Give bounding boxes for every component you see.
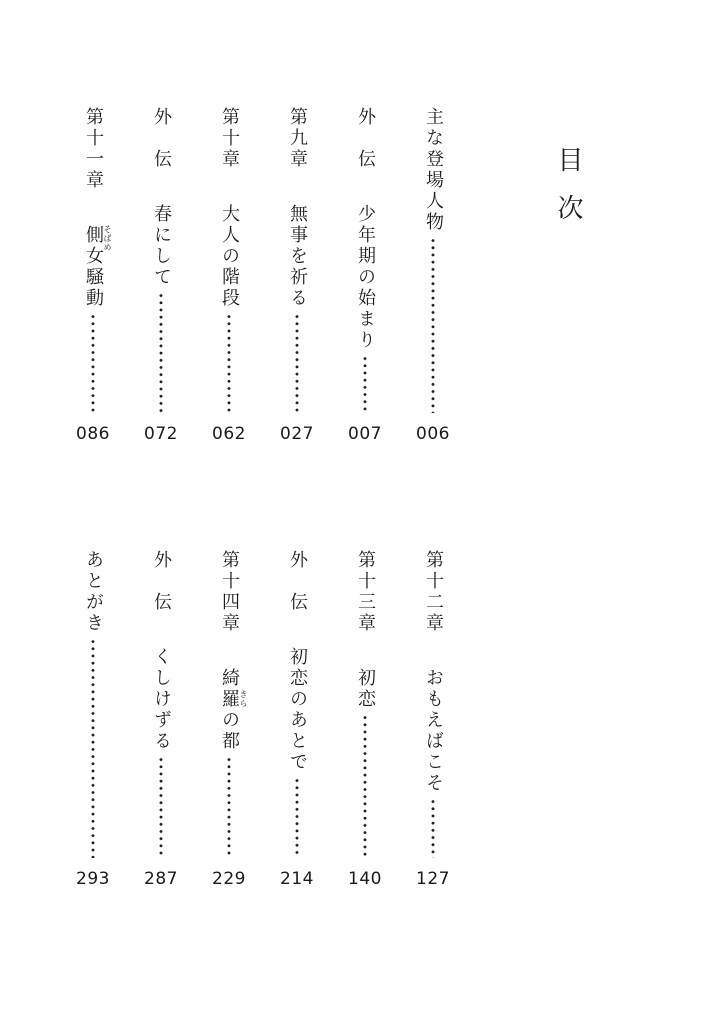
toc-entry[interactable] xyxy=(350,550,380,862)
page-number: 214 xyxy=(280,869,314,889)
ruby-reading: きら xyxy=(239,690,248,708)
leader-dots xyxy=(227,313,231,413)
leader-dots xyxy=(295,777,299,858)
leader-dots xyxy=(159,292,163,413)
entry-title xyxy=(78,225,112,309)
entry-title: 少年期の始まり xyxy=(355,204,376,351)
toc-entry[interactable] xyxy=(78,107,112,417)
chapter-label: 第十三章 xyxy=(355,550,376,634)
entry-title-text: 側女騒動 xyxy=(83,225,104,309)
entry-title: 初恋のあとで xyxy=(287,647,308,773)
page-number: 140 xyxy=(348,869,382,889)
toc-entry[interactable] xyxy=(282,107,312,417)
chapter-label: 第十章 xyxy=(219,107,240,170)
entry-title: 無事を祈る xyxy=(287,204,308,309)
toc-entry[interactable] xyxy=(282,550,312,862)
leader-dots xyxy=(91,638,95,858)
toc-entry[interactable] xyxy=(146,107,176,417)
toc-entry[interactable] xyxy=(78,550,108,862)
entry-title: あとがき xyxy=(83,550,104,634)
page-number: 287 xyxy=(144,869,178,889)
toc-entry[interactable] xyxy=(214,550,248,862)
page-number: 027 xyxy=(280,424,314,444)
entry-title: おもえばこそ xyxy=(423,668,444,794)
entry-title: 春にして xyxy=(151,204,172,288)
page-number: 062 xyxy=(212,424,246,444)
entry-title xyxy=(214,668,248,752)
toc-title: 目次 xyxy=(553,146,583,242)
toc-entry[interactable] xyxy=(350,107,380,417)
page-number: 229 xyxy=(212,869,246,889)
leader-dots xyxy=(431,798,435,858)
leader-dots xyxy=(227,756,231,858)
ruby-reading: そばめ xyxy=(103,225,112,252)
chapter-label: 第十二章 xyxy=(423,550,444,634)
page-number: 007 xyxy=(348,424,382,444)
entry-title: 初恋 xyxy=(355,668,376,710)
entry-title-text: 綺羅の都 xyxy=(219,668,240,752)
leader-dots xyxy=(91,313,95,413)
entry-title: くしけずる xyxy=(151,647,172,752)
chapter-label: 第十四章 xyxy=(219,550,240,634)
entry-title: 主な登場人物 xyxy=(423,107,444,233)
chapter-label: 第九章 xyxy=(287,107,308,170)
page-number: 072 xyxy=(144,424,178,444)
page-number: 127 xyxy=(416,869,450,889)
chapter-label: 外 伝 xyxy=(151,107,172,170)
page-number: 293 xyxy=(76,869,110,889)
entry-title: 大人の階段 xyxy=(219,204,240,309)
page-number: 006 xyxy=(416,424,450,444)
toc-entry[interactable] xyxy=(418,550,448,862)
chapter-label: 外 伝 xyxy=(151,550,172,613)
toc-entry[interactable] xyxy=(146,550,176,862)
leader-dots xyxy=(431,237,435,413)
chapter-label: 第十一章 xyxy=(83,107,104,191)
chapter-label: 外 伝 xyxy=(287,550,308,613)
leader-dots xyxy=(363,355,367,413)
leader-dots xyxy=(295,313,299,413)
toc-entry[interactable] xyxy=(214,107,244,417)
leader-dots xyxy=(363,714,367,858)
chapter-label: 外 伝 xyxy=(355,107,376,170)
leader-dots xyxy=(159,756,163,858)
page-number: 086 xyxy=(76,424,110,444)
toc-entry[interactable] xyxy=(418,107,448,417)
